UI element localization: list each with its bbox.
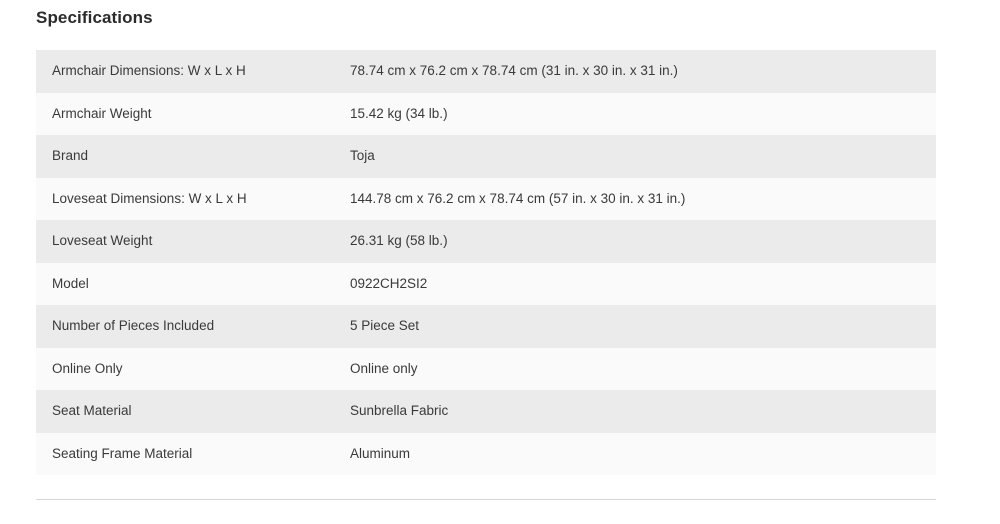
spec-value: 26.31 kg (58 lb.) [350,233,448,249]
specifications-table [36,50,936,475]
table-row [36,50,936,93]
spec-label: Brand [52,148,89,164]
spec-value: Toja [350,148,375,164]
specifications-table-body [36,50,936,475]
spec-value: Aluminum [350,445,411,461]
spec-label: Model [52,275,89,291]
spec-value: 144.78 cm x 76.2 cm x 78.74 cm (57 in. x 30 in. x 31 in.) [350,190,686,206]
spec-value: 0922CH2SI2 [350,275,428,291]
spec-label: Online Only [52,360,123,376]
table-row [36,433,936,476]
spec-label: Armchair Weight [52,105,152,121]
page-title: Specifications [36,8,153,27]
table-row [36,348,936,391]
table-row [36,178,936,221]
spec-value: 5 Piece Set [350,318,420,334]
table-row [36,305,936,348]
spec-label: Armchair Dimensions: W x L x H [52,63,246,79]
spec-value: 15.42 kg (34 lb.) [350,105,448,121]
spec-label: Loveseat Dimensions: W x L x H [52,190,247,206]
spec-label: Number of Pieces Included [52,318,215,334]
section-divider [36,499,936,500]
spec-label: Seat Material [52,403,132,419]
spec-value: Online only [350,360,418,376]
spec-value: Sunbrella Fabric [350,403,449,419]
table-row [36,263,936,306]
spec-label: Loveseat Weight [52,233,153,249]
table-row [36,220,936,263]
spec-value: 78.74 cm x 76.2 cm x 78.74 cm (31 in. x 30 in. x 31 in.) [350,63,678,79]
table-row [36,390,936,433]
spec-label: Seating Frame Material [52,445,193,461]
table-row [36,135,936,178]
table-row [36,93,936,136]
